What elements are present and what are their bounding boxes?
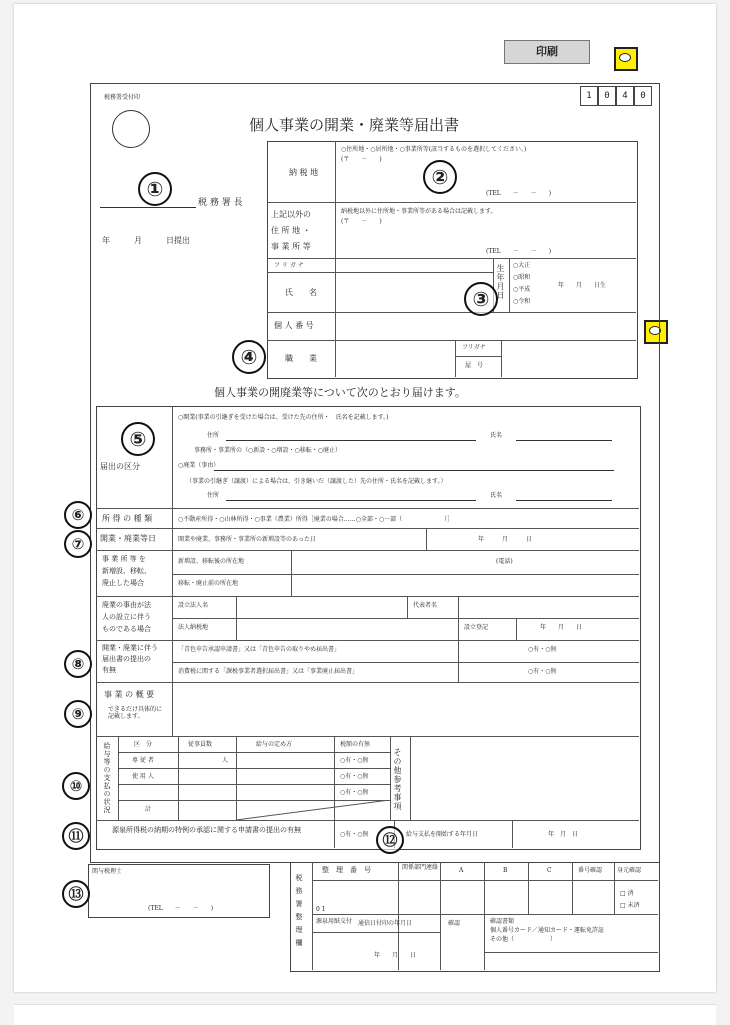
birth-date: 年 月 日生 bbox=[558, 282, 607, 289]
business-note: できるだけ具体的に記載します。 bbox=[108, 706, 163, 720]
num-check-label: 番号確認 bbox=[578, 867, 603, 874]
close-note: （事業の引継ぎ（譲渡）による場合は、引き継いだ（譲渡した）先の住所・氏名を記載します。） bbox=[186, 478, 447, 485]
relocation-label: 廃止した場合 bbox=[102, 579, 144, 587]
print-button[interactable]: 印刷 bbox=[504, 40, 590, 64]
tax-accountant-tel[interactable]: (TEL － － ) bbox=[148, 905, 214, 912]
withholding-yn[interactable]: ○有・○無 bbox=[340, 831, 369, 838]
comment-icon[interactable] bbox=[614, 47, 638, 71]
open-option[interactable]: ○開業(事業の引継ぎを受けた場合は、受けた先の住所・ 氏名を記載します。) bbox=[178, 414, 389, 421]
relocation-label: 新増設、移転、 bbox=[102, 567, 151, 575]
marker-2: ② bbox=[423, 160, 457, 194]
shop-furigana-label: フリガナ bbox=[462, 344, 486, 351]
accompany-label: 届出書の提出の bbox=[102, 655, 151, 663]
open-name-line[interactable] bbox=[516, 440, 612, 441]
id-check-label: 身元確認 bbox=[617, 867, 642, 874]
shop-name-label: 屋 号 bbox=[465, 362, 484, 369]
salary-yn-3[interactable]: ○有・○無 bbox=[340, 789, 369, 796]
other-notes-label: その他参考事項 bbox=[393, 748, 402, 811]
confirm-label: 確認 bbox=[448, 920, 461, 927]
marker-9: ⑨ bbox=[64, 700, 92, 728]
office-change-option[interactable]: 事務所・事業所の（○新設・○増設・○移転・○廃止） bbox=[194, 447, 341, 454]
corp-tax-label: 法人納税地 bbox=[178, 624, 209, 631]
relocation-label: 事 業 所 等 を bbox=[102, 555, 146, 563]
corp-label: 人の設立に伴う bbox=[102, 613, 151, 621]
open-date-value[interactable]: 年 月 日 bbox=[478, 536, 533, 543]
bottom-bar bbox=[14, 1004, 716, 1025]
taxplace-tel[interactable]: (TEL － － ) bbox=[486, 190, 552, 197]
corp-reg-date[interactable]: 年 月 日 bbox=[540, 624, 583, 631]
business-label: 事 業 の 概 要 bbox=[104, 690, 155, 699]
other-address-label: 事 業 所 等 bbox=[271, 242, 311, 251]
name-label: 氏 名 bbox=[285, 288, 317, 297]
salary-unit: 人 bbox=[222, 757, 229, 764]
salary-yn-2[interactable]: ○有・○無 bbox=[340, 773, 369, 780]
close-reason-line[interactable] bbox=[214, 470, 614, 471]
dept-label: 関係部門連絡 bbox=[402, 864, 439, 871]
salary-header: 給与の定め方 bbox=[256, 741, 293, 748]
new-location-tel: (電話) bbox=[496, 558, 513, 565]
marker-11: ⑪ bbox=[62, 822, 90, 850]
marker-5: ⑤ bbox=[121, 422, 155, 456]
mynumber-field[interactable] bbox=[345, 318, 625, 334]
comm-date-value: 年 月 日 bbox=[374, 952, 417, 959]
salary-yn-1[interactable]: ○有・○無 bbox=[340, 757, 369, 764]
submit-date: 年 月 日提出 bbox=[102, 236, 190, 245]
blue-return-label: 「青色申告承認申請書」又は「青色申告の取りやめ届出書」 bbox=[178, 646, 341, 653]
total-diagonal bbox=[236, 800, 390, 820]
accompany-label: 有無 bbox=[102, 666, 116, 674]
stamp-circle bbox=[112, 110, 150, 148]
marker-1: ① bbox=[138, 172, 172, 206]
other-address-note: 納税地以外に住所地・事業所等がある場合は記載します。 bbox=[341, 208, 497, 215]
open-date-label: 開業・廃業等日 bbox=[100, 534, 156, 543]
open-address-label: 住所 bbox=[207, 432, 220, 439]
marker-10: ⑩ bbox=[62, 772, 90, 800]
occupation-label: 職 業 bbox=[285, 354, 317, 363]
form-code-digit: 0 bbox=[634, 86, 652, 106]
close-option[interactable]: ○廃業（事由） bbox=[178, 462, 220, 469]
doc-line-1: 個人番号カード／通知カード・運転免許証 bbox=[490, 927, 605, 934]
col-a: A bbox=[459, 867, 464, 874]
marker-7: ⑦ bbox=[64, 530, 92, 558]
corp-rep-label: 代表者名 bbox=[413, 602, 438, 609]
salary-start-date[interactable]: 年 月 日 bbox=[548, 831, 579, 838]
marker-3: ③ bbox=[464, 282, 498, 316]
marker-12: ⑫ bbox=[376, 826, 404, 854]
close-name-line[interactable] bbox=[516, 500, 612, 501]
open-address-line[interactable] bbox=[226, 440, 476, 441]
taxplace-label: 納 税 地 bbox=[289, 168, 319, 177]
marker-8: ⑧ bbox=[64, 650, 92, 678]
close-address-line[interactable] bbox=[226, 500, 476, 501]
income-options[interactable]: ○不動産所得・○山林所得・○事業（農業）所得［廃業の場合……○全部・○一部（ ）］ bbox=[178, 516, 454, 523]
src-paper-label: 源泉用紙交付 bbox=[316, 918, 353, 925]
mynumber-label: 個 人 番 号 bbox=[274, 321, 314, 330]
close-name-label: 氏名 bbox=[490, 492, 503, 499]
corp-name-label: 設立法人名 bbox=[178, 602, 209, 609]
era-heisei[interactable]: ○平成 bbox=[513, 286, 531, 293]
withholding-label: 源泉所得税の納期の特例の承認に関する申請書の提出の有無 bbox=[112, 826, 301, 834]
era-taisho[interactable]: ○大正 bbox=[513, 262, 531, 269]
era-showa[interactable]: ○昭和 bbox=[513, 274, 531, 281]
marker-6: ⑥ bbox=[64, 501, 92, 529]
corp-reg-label: 設立登記 bbox=[464, 624, 489, 631]
form-code-digit: 1 bbox=[580, 86, 598, 106]
col-b: B bbox=[503, 867, 508, 874]
ref-no-prefix: 0 1 bbox=[316, 906, 326, 913]
taxplace-postal[interactable]: (〒 － ) bbox=[341, 156, 382, 163]
ref-no-label: 整 理 番 号 bbox=[322, 866, 371, 874]
salary-total: 計 bbox=[145, 806, 152, 813]
salary-label: 給与等の支払の状況 bbox=[103, 742, 111, 814]
doc-line-2: その他（ ） bbox=[490, 936, 557, 943]
salary-row-employee: 使 用 人 bbox=[132, 773, 154, 780]
col-c: C bbox=[547, 867, 552, 874]
business-summary-field[interactable] bbox=[178, 686, 634, 732]
office-use-label: 税務署整理欄 bbox=[295, 874, 303, 952]
birth-label: 生年月日 bbox=[496, 264, 505, 300]
office-name-line[interactable] bbox=[100, 207, 196, 208]
era-reiwa[interactable]: ○令和 bbox=[513, 298, 531, 305]
form-code-digit: 4 bbox=[616, 86, 634, 106]
open-name-label: 氏名 bbox=[490, 432, 503, 439]
marker-13: ⑬ bbox=[62, 880, 90, 908]
taxplace-options[interactable]: ○住所地・○居所地・○事業所等(該当するものを選択してください。) bbox=[341, 146, 527, 153]
other-address-label: 住 所 地 ・ bbox=[271, 226, 311, 235]
salary-header: 区 分 bbox=[134, 741, 153, 748]
name-furigana-label: フ リ ガ ナ bbox=[274, 262, 304, 269]
marker-4: ④ bbox=[232, 340, 266, 374]
consumption-tax-yn[interactable]: ○有・○無 bbox=[528, 668, 557, 675]
other-address-tel[interactable]: (TEL － － ) bbox=[486, 248, 552, 255]
office-use-block bbox=[290, 862, 660, 972]
tax-accountant-label: 関与税理士 bbox=[92, 868, 123, 875]
id-check-done[interactable]: □ 済 bbox=[620, 890, 634, 897]
salary-start-label: 給与支払を開始する年月日 bbox=[406, 831, 479, 838]
salary-row-family: 専 従 者 bbox=[132, 757, 154, 764]
salary-header: 税額の有無 bbox=[340, 741, 371, 748]
open-date-desc: 開業や廃業、事務所・事業所の新増設等のあった日 bbox=[178, 536, 316, 543]
id-check-notdone[interactable]: □ 未済 bbox=[620, 902, 640, 909]
other-address-label: 上記以外の bbox=[271, 210, 311, 219]
blue-return-yn[interactable]: ○有・○無 bbox=[528, 646, 557, 653]
comm-date-label: 通信日付印の年月日 bbox=[358, 920, 413, 927]
form-code-digit: 0 bbox=[598, 86, 616, 106]
old-location-label: 移転・廃止前の所在地 bbox=[178, 580, 239, 587]
accompany-label: 開業・廃業に伴う bbox=[102, 644, 158, 652]
office-suffix: 税 務 署 長 bbox=[198, 198, 243, 208]
income-label: 所 得 の 種 類 bbox=[102, 514, 153, 523]
close-address-label: 住所 bbox=[207, 492, 220, 499]
notification-label: 届出の区分 bbox=[100, 462, 140, 471]
new-location-label: 新増設、移転後の所在地 bbox=[178, 558, 245, 565]
corp-label: 廃業の事由が法 bbox=[102, 601, 151, 609]
intro-text: 個人事業の開廃業等について次のとおり届けます。 bbox=[214, 386, 466, 399]
corp-label: ものである場合 bbox=[102, 625, 151, 633]
form-title: 個人事業の開業・廃業等届出書 bbox=[249, 116, 460, 134]
other-address-postal[interactable]: (〒 － ) bbox=[341, 218, 382, 225]
stamp-label: 税務署受付印 bbox=[104, 94, 141, 101]
consumption-tax-label: 消費税に関する「課税事業者選択届出書」又は「事業廃止届出書」 bbox=[178, 668, 359, 675]
salary-header: 従事員数 bbox=[188, 741, 213, 748]
doc-title: 確認書類 bbox=[490, 918, 515, 925]
